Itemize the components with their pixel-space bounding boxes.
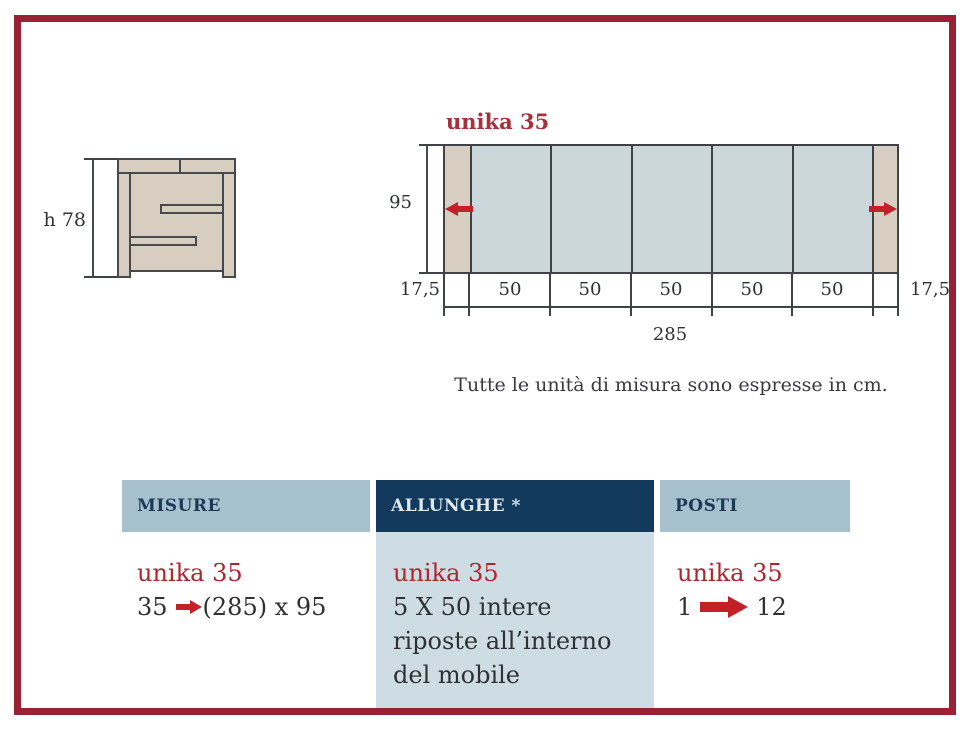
height-dimension-line <box>92 158 94 278</box>
posti-cell <box>677 556 847 624</box>
width-dim-tick <box>549 274 551 316</box>
side-view-height-label: h 78 <box>43 209 86 231</box>
total-width-dimension-line <box>443 306 899 308</box>
leaf-panel-1 <box>470 146 550 272</box>
column-header-posti: POSTI <box>660 480 850 532</box>
total-width-label: 285 <box>652 324 688 345</box>
width-dim-tick <box>443 274 445 316</box>
arrow-right-icon <box>176 600 202 614</box>
arrow-right-icon <box>700 596 748 618</box>
panel-dim-label-1: 50 <box>498 279 522 300</box>
top-view-title: unika 35 <box>446 109 550 134</box>
allunghe-cell <box>393 556 643 692</box>
right-overhang-label: 17,5 <box>910 279 951 300</box>
depth-dim-tick-top <box>419 144 446 146</box>
panel-dim-label-5: 50 <box>820 279 844 300</box>
misure-cell <box>137 556 367 624</box>
width-dim-tick <box>630 274 632 316</box>
column-header-misure: MISURE <box>122 480 370 532</box>
stored-leaf-upper <box>160 204 224 214</box>
depth-dimension-line <box>426 144 428 274</box>
leaf-panel-2 <box>550 146 630 272</box>
arrow-left-icon <box>445 202 473 216</box>
leaf-panel-3 <box>631 146 711 272</box>
height-dim-tick-bottom <box>84 276 118 278</box>
misure-product-name: unika 35 <box>137 559 243 587</box>
panel-dim-label-3: 50 <box>659 279 683 300</box>
depth-dim-label: 95 <box>389 192 412 213</box>
height-dim-tick-top <box>84 158 118 160</box>
panel-dim-label-4: 50 <box>740 279 764 300</box>
width-dim-tick <box>791 274 793 316</box>
table-body-panel <box>129 172 224 272</box>
table-right-leg <box>222 172 236 278</box>
units-note: Tutte le unità di misura sono espresse in cm. <box>454 374 888 396</box>
panel-dim-label-2: 50 <box>578 279 602 300</box>
depth-dim-tick-bottom <box>419 272 446 274</box>
left-overhang-label: 17,5 <box>399 279 440 300</box>
allunghe-line-1: 5 X 50 intere <box>393 593 552 621</box>
width-dim-tick <box>897 274 899 316</box>
posti-max: 12 <box>756 593 787 621</box>
posti-product-name: unika 35 <box>677 559 783 587</box>
width-dim-tick <box>711 274 713 316</box>
column-header-allunghe: ALLUNGHE * <box>376 480 654 532</box>
width-dim-tick <box>468 274 470 316</box>
allunghe-line-3: del mobile <box>393 661 520 689</box>
stored-leaf-lower <box>129 236 197 246</box>
leaf-panel-5 <box>792 146 872 272</box>
posti-value <box>677 590 847 624</box>
misure-value <box>137 590 367 624</box>
allunghe-product-name: unika 35 <box>393 559 499 587</box>
misure-closed-width: 35 <box>137 593 168 621</box>
posti-min: 1 <box>677 593 693 621</box>
top-view-tabletop <box>443 144 899 274</box>
leaf-panel-4 <box>711 146 791 272</box>
allunghe-line-2: riposte all’interno <box>393 627 612 655</box>
arrow-right-icon <box>869 202 897 216</box>
misure-open-size: (285) x 95 <box>202 593 327 621</box>
width-dim-tick <box>872 274 874 316</box>
